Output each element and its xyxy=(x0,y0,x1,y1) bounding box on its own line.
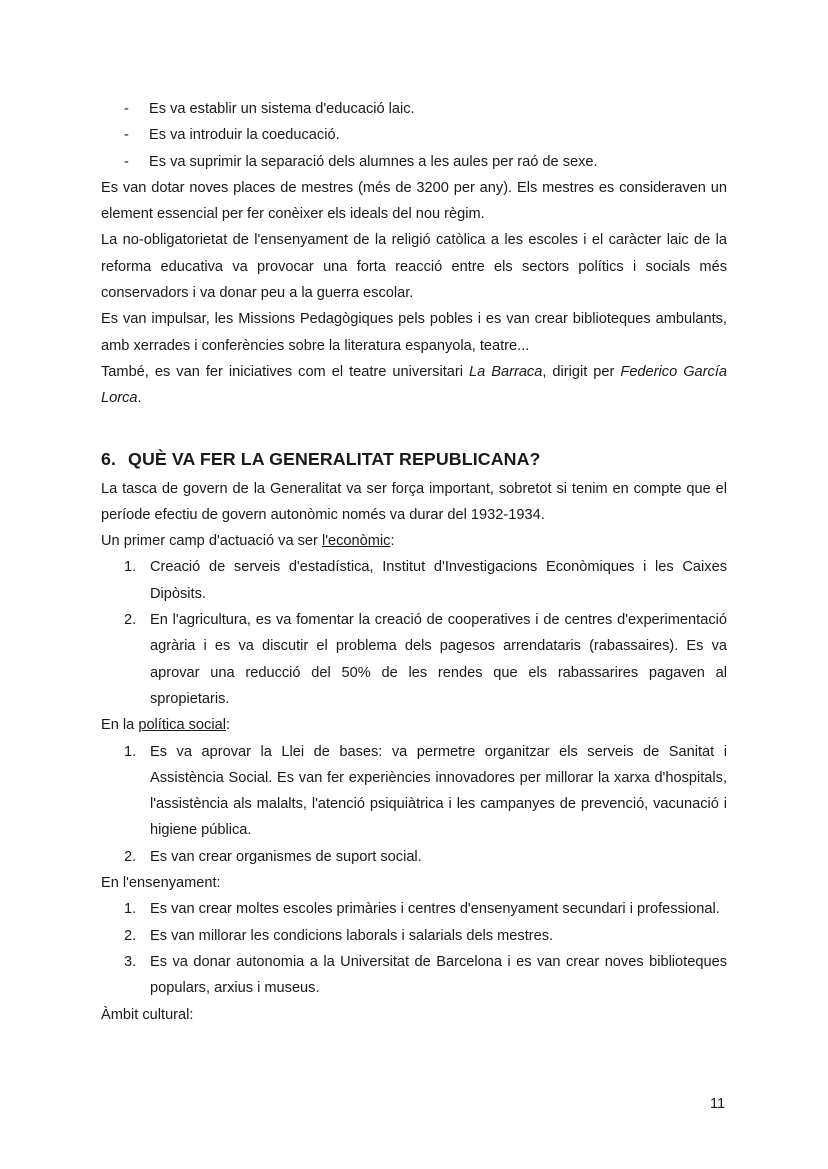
ensenyament-list xyxy=(101,896,727,1001)
page-number: 11 xyxy=(710,1096,726,1112)
list-item: - Es va introduir la coeducació. xyxy=(101,122,727,148)
social-underlined: política social xyxy=(138,717,226,734)
paragraph-barraca: També, es van fer iniciatives com el teatre universitari La Barraca, dirigit per Federico García Lorca. xyxy=(101,363,727,407)
list-item: 2. En l'agricultura, es va fomentar la creació de cooperatives i de centres d'experimentació agrària i es va discutir el problema dels pagesos arrendataris (rabassaires). Es va aprovar una reducció del 50% de les rendes que els rabassarires pagaven al spropietaris. xyxy=(124,612,727,707)
list-item: - Es va establir un sistema d'educació laic. xyxy=(101,96,727,122)
social-list xyxy=(101,739,727,870)
economic-intro: Un primer camp d'actuació va ser l'econòmic: xyxy=(101,533,395,550)
bullet-dash: - xyxy=(124,127,129,144)
paragraph-mestres: Es van dotar noves places de mestres (més de 3200 per any). Els mestres es consideraven un element essencial per fer conèixer els ideals del nou règim. xyxy=(101,179,727,223)
paragraph-religio: La no-obligatorietat de l'ensenyament de la religió catòlica a les escoles i el caràcter laic de la reforma educativa va provocar una forta reacció entre els sectors polítics i socials més conservadors i va donar peu a la guerra escolar. xyxy=(101,232,727,302)
cultural-intro: Àmbit cultural: xyxy=(101,1006,194,1023)
section-number: 6. xyxy=(101,448,117,469)
list-item: 2. Es van millorar les condicions laborals i salarials dels mestres. xyxy=(124,927,554,944)
section-title: QUÈ VA FER LA GENERALITAT REPUBLICANA? xyxy=(128,448,541,469)
paragraph-missions: Es van impulsar, les Missions Pedagògiques pels pobles i es van crear biblioteques ambulants, amb xerrades i conferències sobre la literatura espanyola, teatre... xyxy=(101,311,727,354)
economic-underlined: l'econòmic xyxy=(321,533,391,550)
list-item: - Es va suprimir la separació dels alumnes a les aules per raó de sexe. xyxy=(101,149,727,175)
list-item: 1. Es van crear moltes escoles primàries i centres d'ensenyament secundari i professional. xyxy=(124,901,720,918)
page-content xyxy=(101,96,727,1028)
list-item: 2. Es van crear organismes de suport social. xyxy=(124,848,422,865)
barraca-title: La Barraca xyxy=(469,363,543,380)
list-item: 1. Es va aprovar la Llei de bases: va permetre organitzar els serveis de Sanitat i Assistència Social. Es van fer experiències innovadores per millorar la xarxa d'hospitals, l'assistència als malalts, l'atenció psiquiàtrica i les campanyes de prevenció, vacunació i higiene pública. xyxy=(124,743,727,839)
intro-bullet-list xyxy=(101,96,727,175)
bullet-dash: - xyxy=(124,101,129,117)
section-heading xyxy=(101,446,727,472)
list-item: 3. Es va donar autonomia a la Universitat de Barcelona i es van crear noves biblioteques populars, arxius i museus. xyxy=(124,953,727,997)
paragraph-tasca: La tasca de govern de la Generalitat va ser força important, sobretot si tenim en compte que el període efectiu de govern autonòmic només va durar del 1932-1934. xyxy=(101,480,727,523)
social-intro: En la política social: xyxy=(101,717,230,734)
bullet-dash: - xyxy=(124,153,129,170)
list-item: 1. Creació de serveis d'estadística, Institut d'Investigacions Econòmiques i les Caixes Dipòsits. xyxy=(124,559,727,602)
economic-list xyxy=(101,554,727,712)
ensenyament-intro: En l'ensenyament: xyxy=(101,875,221,892)
author-name: Federico García Lorca xyxy=(101,363,727,407)
